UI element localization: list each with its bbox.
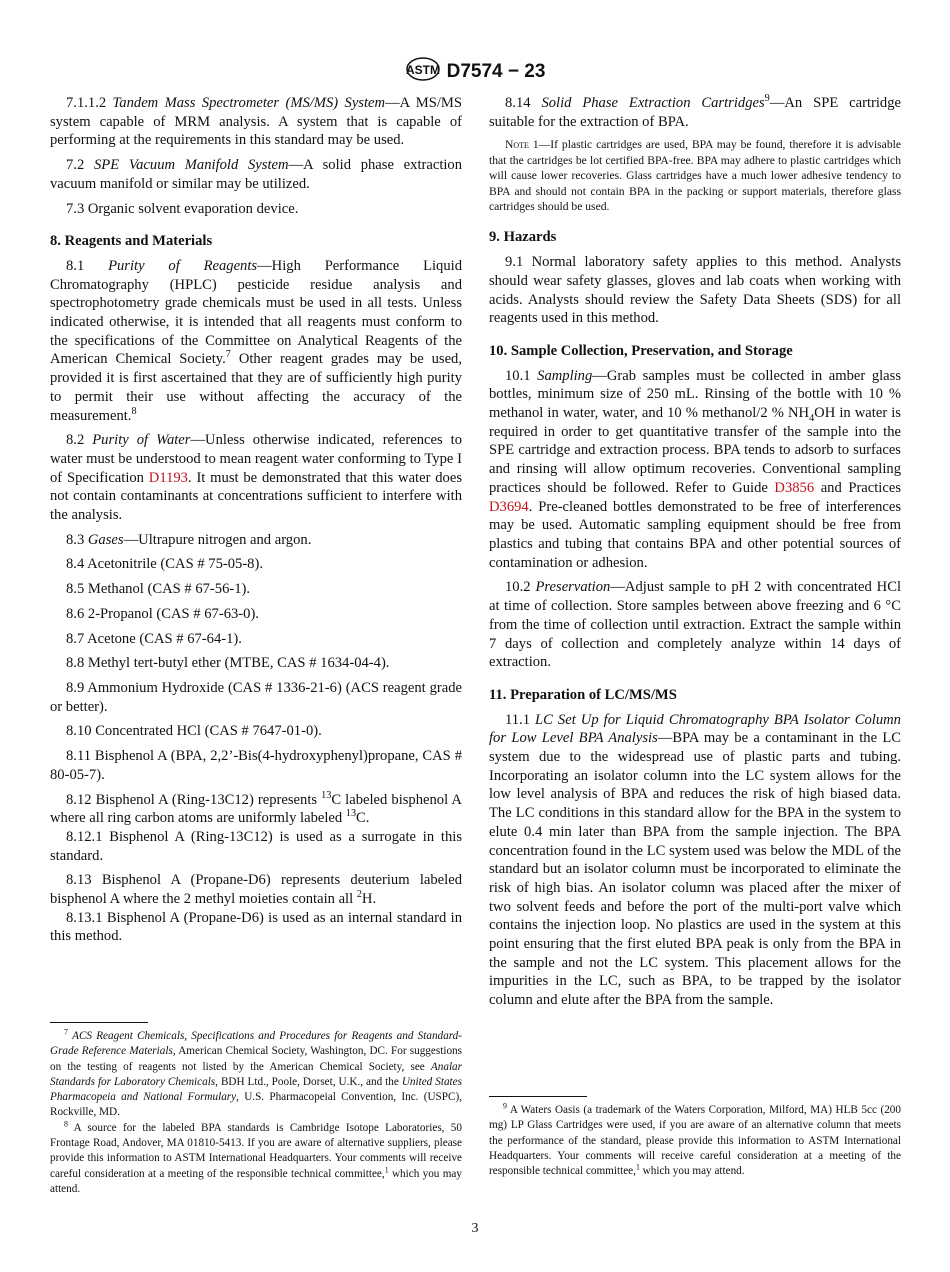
text-run: Tandem Mass Spectrometer (MS/MS) System — [112, 95, 386, 111]
text-run: . It must be demonstrated that this water does not contain contaminants at concentrations sufficient to interfere with the analysis. — [50, 469, 463, 524]
text-run: —A solid phase extraction vacuum manifold or similar may be utilized. — [50, 157, 463, 192]
page-number: 3 — [471, 1221, 479, 1236]
text-run: Analar Standards for Laboratory Chemicals — [50, 1060, 462, 1088]
text-run: 8.5 Methanol (CAS # 67-56-1). — [66, 581, 251, 598]
text-run: , BDH Ltd., Poole, Dorset, U.K., and the — [215, 1075, 402, 1088]
paragraph — [489, 578, 901, 672]
superscript: 13 — [321, 789, 332, 801]
paragraph — [50, 257, 462, 425]
text-run: which you may attend. — [50, 1167, 462, 1195]
left-footnotes — [50, 1022, 462, 1197]
text-run: 8. Reagents and Materials — [50, 233, 213, 250]
standard-link[interactable]: D3856 — [774, 479, 815, 496]
text-run: 8.7 Acetone (CAS # 67-64-1). — [66, 630, 242, 647]
paragraph — [50, 555, 462, 574]
text-run: 8.14 — [505, 95, 542, 111]
paragraph — [489, 711, 901, 1010]
text-run: —Ultrapure nitrogen and argon. — [123, 531, 312, 548]
text-run: 8.9 Ammonium Hydroxide (CAS # 1336-21-6) (ACS reagent grade or better). — [50, 679, 462, 715]
text-run: 8.3 — [66, 531, 88, 548]
paragraph — [50, 791, 462, 828]
superscript: 9 — [503, 1101, 507, 1111]
text-run: 8.11 Bisphenol A (BPA, 2,2’-Bis(4-hydroxyphenyl)propane, CAS # 80-05-7). — [50, 748, 462, 783]
superscript: 7 — [225, 349, 231, 361]
paragraph — [50, 909, 462, 946]
text-run: ACS Reagent Chemicals, Specifications and Procedures for Reagents and Standard-Grade Reference Materials — [50, 1030, 462, 1058]
text-run: . Pre-cleaned bottles demonstrated to be free of interferences may be used. Automatic sampling equipment should be free from plastics and tubing that contains BPA and other potential sources of contamination or adhesion. — [489, 498, 901, 571]
text-run: , U.S. Pharmacopeial Convention, Inc. (USPC), Rockville, MD. — [50, 1091, 462, 1119]
paragraph — [50, 654, 462, 673]
text-run: 10.2 — [505, 579, 536, 596]
paragraph — [50, 200, 462, 219]
text-run: 10.1 — [505, 367, 538, 384]
text-run: Purity of Water — [92, 432, 191, 449]
superscript: 7 — [64, 1027, 68, 1037]
superscript: 8 — [64, 1119, 68, 1129]
note — [489, 137, 901, 214]
paragraph — [489, 367, 901, 573]
paragraph — [50, 156, 462, 193]
paragraph — [50, 679, 462, 716]
text-run: LC Set Up for Liquid Chromatography BPA Isolator Column for Low Level BPA Analysis — [489, 711, 901, 747]
paragraph — [489, 94, 901, 131]
text-run: C. — [356, 810, 370, 827]
text-run: A Waters Oasis (a trademark of the Waters Corporation, Milford, MA) HLB 5cc (200 mg) LP Glass Cartridges were used, if you are aware of an alternative column that meets the performance of the standard, please provide this information to ASTM International Headquarters. Your comments will receive careful consideration at a meeting of the responsible technical committee, — [489, 1104, 901, 1178]
paragraph — [50, 605, 462, 624]
footnote-rule — [50, 1022, 148, 1023]
text-run: SPE Vacuum Manifold System — [93, 157, 289, 174]
left-column — [50, 94, 462, 952]
text-run: —Unless otherwise indicated, references to water must be understood to mean reagent water conforming to Type I of Specification — [50, 432, 462, 486]
designation: D7574 − 23 — [446, 60, 546, 82]
text-run: 8.2 — [66, 432, 93, 449]
paragraph — [50, 747, 462, 784]
section-heading — [489, 342, 901, 361]
text-run: 8.12 Bisphenol A (Ring-13C12) represents — [66, 791, 322, 808]
superscript: 9 — [764, 93, 770, 105]
subscript: 4 — [809, 412, 815, 424]
paragraph — [50, 431, 462, 525]
text-run: A source for the labeled BPA standards is Cambridge Isotope Laboratories, 50 Frontage Road, Andover, MA 01810-5413. If you are aware of alternative suppliers, please provide this information to ASTM International Headquarters. Your comments will receive careful consideration at a meeting of the responsible technical committee, — [50, 1121, 462, 1180]
section-heading — [489, 228, 901, 247]
superscript: 2 — [356, 889, 362, 901]
text-run: Purity of Reagents — [108, 257, 258, 274]
text-run: OH in water is required in order to get quantitative transfer of the sample into the SPE cartridge and extraction process. BPA tends to adsorb to surfaces and rinsing will allow optimum recoveries. Conventional sampling practices should be followed. Refer to Guide — [489, 405, 901, 496]
text-run: —BPA may be a contaminant in the LC system due to the widespread use of plastic parts and tubing. Incorporating an isolator column into the LC system allows for the low level analysis of BPA and reduces the risk of high biased data. The LC conditions in this standard allow for the BPA in the system to elute 0.4 min later than BPA from the sample injection. The BPA concentration found in the LC system used was below the MDL of the standard but an isolator column must be incorporated to eliminate the risk of high bias. An isolator column was placed after the mixer of two solvent feeds and before the port of the multi-port valve which contains the injection loop. No plastics are used in the system at this point ensuring that the first eluted BPA peak is only from the BPA in the sample and not the LC system. This placement allows for the impurities in the LC, such as BPA, to be trapped by the isolator column and elute after the BPA from the sample. — [489, 730, 901, 1009]
text-run: 11.1 — [505, 711, 536, 728]
text-run: 9. Hazards — [489, 229, 557, 246]
text-run: United States Pharmacopeia and National Formulary — [50, 1075, 462, 1104]
text-run: 8.1 — [66, 257, 109, 274]
astm-logo-icon — [405, 56, 441, 87]
text-run: H. — [361, 891, 377, 908]
section-heading — [50, 232, 462, 251]
text-run: which you may attend. — [639, 1165, 745, 1178]
text-run: 7.2 — [66, 157, 94, 174]
text-run: —High Performance Liquid Chromatography (HPLC) pesticide residue analysis and spectrophotometry grade chemicals must be used in all tests. Unless indicated otherwise, it is intended that all reagents must conform to the specifications of the Committee on Analytical Reagents of the American Chemical Society. — [50, 257, 462, 368]
section-heading — [489, 686, 901, 705]
right-column — [489, 94, 901, 1016]
text-run: —A MS/MS system capable of MRM analysis. A system that is capable of performing at the requirements in this standard may be used. — [50, 95, 463, 149]
text-run: 7.3 Organic solvent evaporation device. — [66, 200, 299, 217]
text-run: C labeled bisphenol A where all ring carbon atoms are uniformly labeled — [50, 791, 462, 827]
paragraph — [50, 871, 462, 908]
text-run: 1—If plastic cartridges are used, BPA may be found, therefore it is advisable that the cartridges be lot certified BPA-free. BPA may adhere to plastic cartridges which will cause lower recoveries. Glass cartridges have a much lower adhesive tendency to BPA and should not contain BPA in the packing or support materials, therefore glass cartridges should be used. — [489, 138, 901, 214]
footnote — [50, 1029, 462, 1121]
text-run: Sampling — [537, 367, 593, 384]
standard-link[interactable]: D1193 — [148, 469, 188, 486]
text-run: 8.4 Acetonitrile (CAS # 75-05-8). — [66, 556, 263, 573]
footnote-rule — [489, 1096, 587, 1097]
text-run: 8.13.1 Bisphenol A (Propane-D6) is used as an internal standard in this method. — [50, 909, 462, 945]
superscript: 1 — [384, 1164, 389, 1174]
text-run: 8.10 Concentrated HCl (CAS # 7647-01-0). — [66, 723, 322, 740]
text-run: Solid Phase Extraction Cartridges — [541, 95, 765, 111]
text-run: 11. Preparation of LC/MS/MS — [489, 686, 677, 703]
text-run: —Grab samples must be collected in amber glass bottles, minimum size of 250 mL. Rinsing of the bottle with 10 % methanol in water, water, and 10 % methanol/2 % NH — [489, 367, 902, 422]
paragraph — [489, 253, 901, 328]
text-run: 8.8 Methyl tert-butyl ether (MTBE, CAS # 1634-04-4). — [66, 655, 390, 672]
paragraph — [50, 828, 462, 865]
footnote — [489, 1103, 901, 1179]
footnote — [50, 1121, 462, 1197]
superscript: 1 — [635, 1162, 640, 1172]
paragraph — [50, 630, 462, 649]
paragraph — [50, 531, 462, 550]
text-run: and Practices — [814, 479, 901, 496]
text-run: Note — [505, 138, 529, 152]
paragraph — [50, 94, 462, 150]
paragraph — [50, 580, 462, 599]
page-header — [0, 56, 950, 87]
superscript: 13 — [345, 808, 357, 820]
right-footnotes — [489, 1096, 901, 1179]
text-run: Other reagent grades may be used, provided it is first ascertained that they are of sufficiently high purity to permit their use without affecting the accuracy of the measurement. — [50, 351, 462, 424]
text-run: Preservation — [535, 579, 611, 596]
text-run: 8.13 Bisphenol A (Propane-D6) represents deuterium labeled bisphenol A where the 2 methyl moieties contain all — [50, 872, 462, 908]
svg-text:ASTM: ASTM — [405, 63, 440, 77]
text-run: 8.6 2-Propanol (CAS # 67-63-0). — [66, 605, 259, 622]
text-run: 9.1 Normal laboratory safety applies to this method. Analysts should wear safety glasses, gloves and lab coats when working with acids. Analysts should review the Safety Data Sheets (SDS) for all reagents used in this method. — [489, 254, 901, 327]
text-run: —An SPE cartridge suitable for the extraction of BPA. — [489, 95, 901, 130]
superscript: 8 — [131, 405, 137, 417]
text-run: 10. Sample Collection, Preservation, and Storage — [489, 342, 793, 359]
text-run: —Adjust sample to pH 2 with concentrated HCl at time of collection. Store samples between above freezing and 6 °C from the time of collection until extraction. Extract the sample within 7 days of collection and completely analyze within 14 days of extraction. — [489, 579, 902, 671]
text-run: 7.1.1.2 — [66, 95, 113, 111]
text-run: , American Chemical Society, Washington, DC. For suggestions on the testing of reagents not listed by the American Chemical Society, see — [50, 1045, 462, 1073]
text-run: 8.12.1 Bisphenol A (Ring-13C12) is used as a surrogate in this standard. — [50, 828, 462, 864]
text-run: Gases — [87, 531, 124, 548]
paragraph — [50, 722, 462, 741]
standard-link[interactable]: D3694 — [489, 498, 529, 515]
